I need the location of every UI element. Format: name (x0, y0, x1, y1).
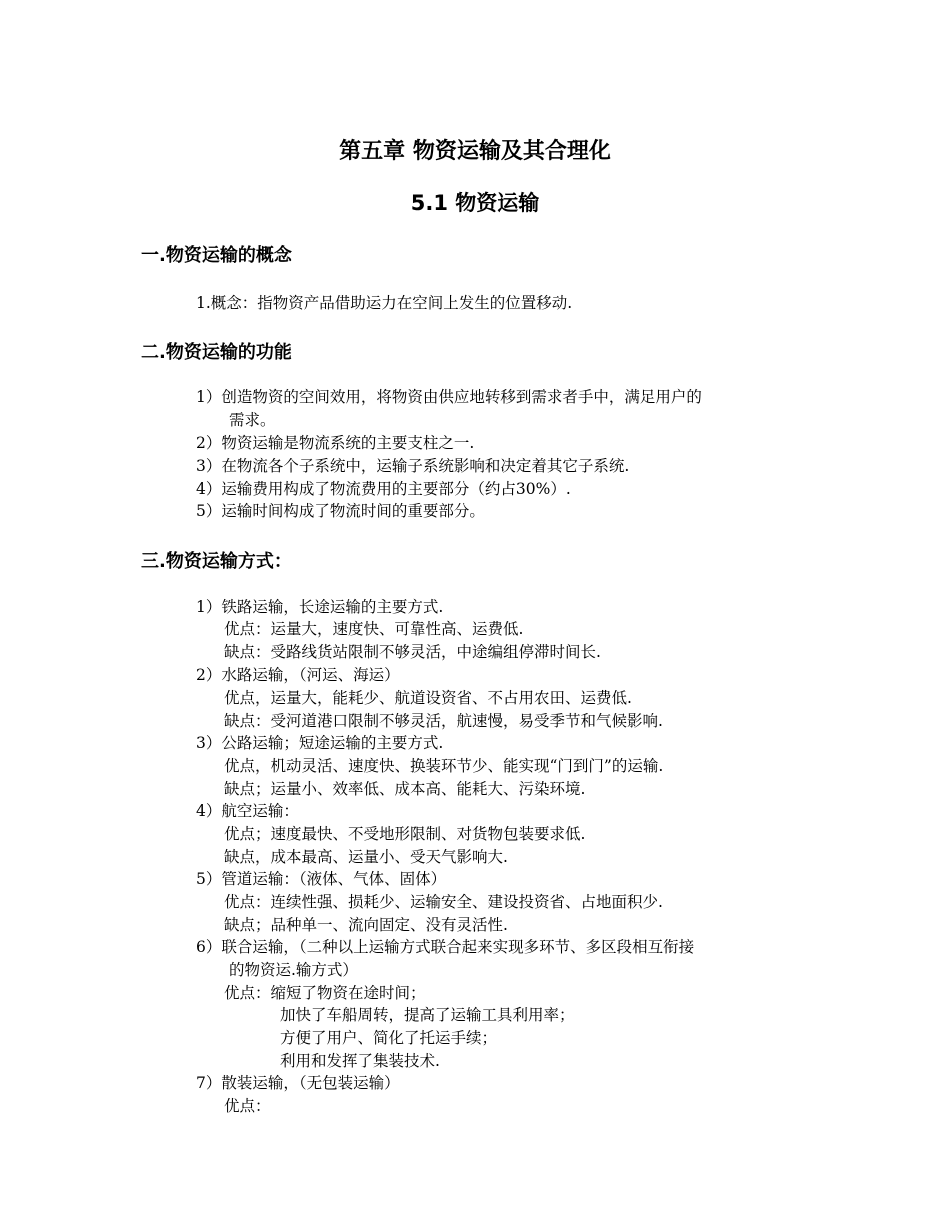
mode-line: 缺点：受河道港口限制不够灵活，航速慢，易受季节和气候影响. (224, 712, 663, 730)
section-heading-concept: 一.物资运输的概念 (141, 245, 292, 266)
function-line: 需求。 (229, 411, 276, 429)
mode-line: 缺点，成本最高、运量小、受天气影响大. (224, 848, 508, 866)
chapter-title: 第五章 物资运输及其合理化 (339, 139, 611, 164)
mode-line: 优点；速度最快、不受地形限制、对货物包装要求低. (224, 825, 586, 843)
mode-line: 利用和发挥了集装技术. (280, 1052, 440, 1070)
mode-line: 优点：运量大，速度快、可靠性高、运费低. (224, 620, 524, 638)
mode-line: 4）航空运输： (196, 802, 299, 820)
section-heading-function: 二.物资运输的功能 (141, 342, 292, 363)
section-heading-modes: 三.物资运输方式： (141, 551, 292, 572)
mode-line: 优点，运量大，能耗少、航道设资省、不占用农田、运费低. (224, 689, 632, 707)
mode-line: 6）联合运输，（二种以上运输方式联合起来实现多环节、多区段相互衔接 (196, 938, 695, 956)
section-title: 5.1 物资运输 (410, 191, 540, 215)
mode-line: 缺点：受路线货站限制不够灵活，中途编组停滞时间长. (224, 643, 601, 661)
function-line: 1）创造物资的空间效用，将物资由供应地转移到需求者手中，满足用户的 (196, 388, 702, 406)
mode-line: 3）公路运输；短途运输的主要方式. (196, 734, 444, 752)
function-line: 3）在物流各个子系统中，运输子系统影响和决定着其它子系统. (196, 457, 630, 475)
mode-line: 优点，机动灵活、速度快、换装环节少、能实现“门到门”的运输. (224, 757, 664, 775)
mode-line: 1）铁路运输，长途运输的主要方式. (196, 598, 444, 616)
concept-line: 1.概念：指物资产品借助运力在空间上发生的位置移动. (196, 294, 573, 312)
function-line: 5）运输时间构成了物流时间的重要部分。 (196, 502, 485, 520)
function-line: 4）运输费用构成了物流费用的主要部分（约占30%）. (196, 480, 571, 498)
mode-line: 加快了车船周转，提高了运输工具利用率； (280, 1006, 575, 1024)
mode-line: 优点： (224, 1097, 271, 1115)
mode-line: 7）散装运输，（无包装运输） (196, 1074, 400, 1092)
mode-line: 5）管道运输：（液体、气体、固体） (196, 870, 447, 888)
mode-line: 优点：连续性强、损耗少、运输安全、建设投资省、占地面积少. (224, 893, 663, 911)
mode-line: 的物资运.输方式） (229, 961, 358, 979)
mode-line: 优点：缩短了物资在途时间； (224, 984, 426, 1002)
mode-line: 2）水路运输，（河运、海运） (196, 666, 400, 684)
mode-line: 缺点；运量小、效率低、成本高、能耗大、污染环境. (224, 780, 586, 798)
function-line: 2）物资运输是物流系统的主要支柱之一. (196, 434, 475, 452)
mode-line: 缺点；品种单一、流向固定、没有灵活性. (224, 916, 508, 934)
mode-line: 方便了用户、简化了托运手续； (280, 1029, 498, 1047)
